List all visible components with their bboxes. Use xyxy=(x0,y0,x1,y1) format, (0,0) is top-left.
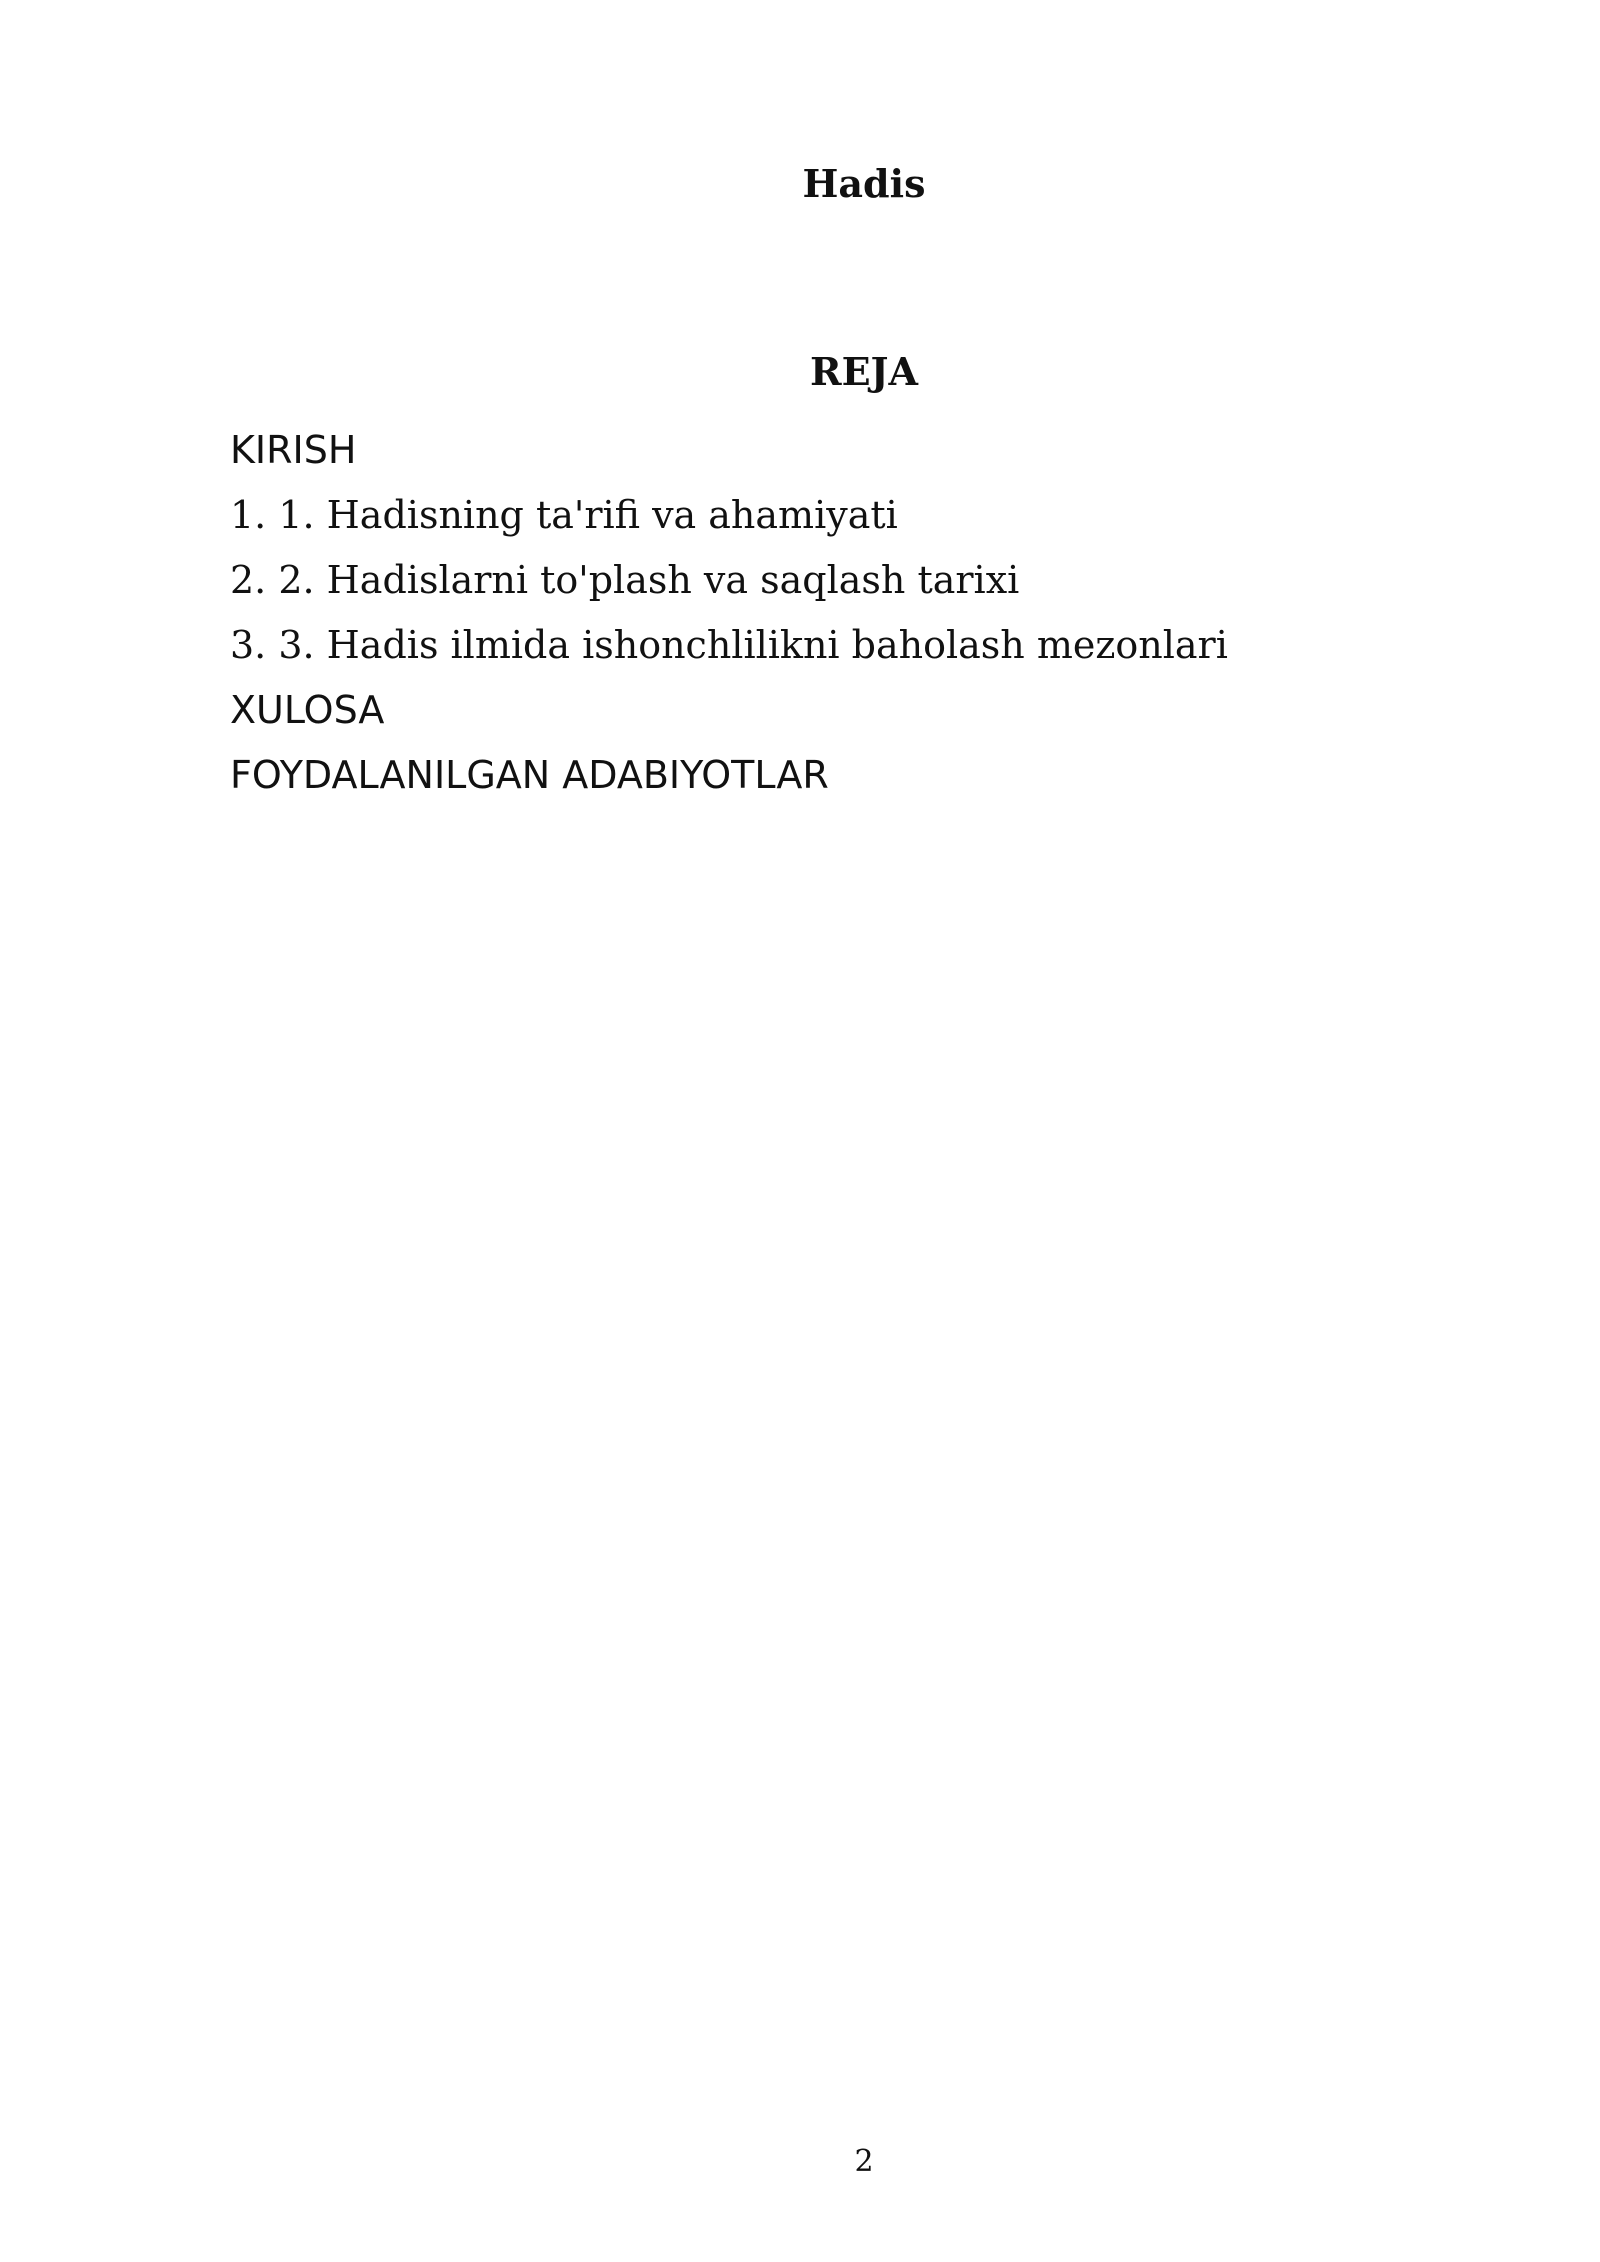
plan-item-references: FOYDALANILGAN ADABIYOTLAR xyxy=(230,753,829,797)
plan-item-conclusion: XULOSA xyxy=(230,688,385,732)
plan-item-2: 2. 2. Hadislarni to'plash va saqlash tarixi xyxy=(230,558,1020,602)
plan-item-introduction: KIRISH xyxy=(230,428,357,472)
plan-list xyxy=(230,418,1430,808)
plan-item-1: 1. 1. Hadisning ta'rifi va ahamiyati xyxy=(230,493,898,537)
plan-heading: REJA xyxy=(809,349,918,394)
page-number: 2 xyxy=(854,2144,874,2179)
plan-item-3: 3. 3. Hadis ilmida ishonchlilikni baholash mezonlari xyxy=(230,623,1228,667)
document-title: Hadis xyxy=(802,161,926,206)
